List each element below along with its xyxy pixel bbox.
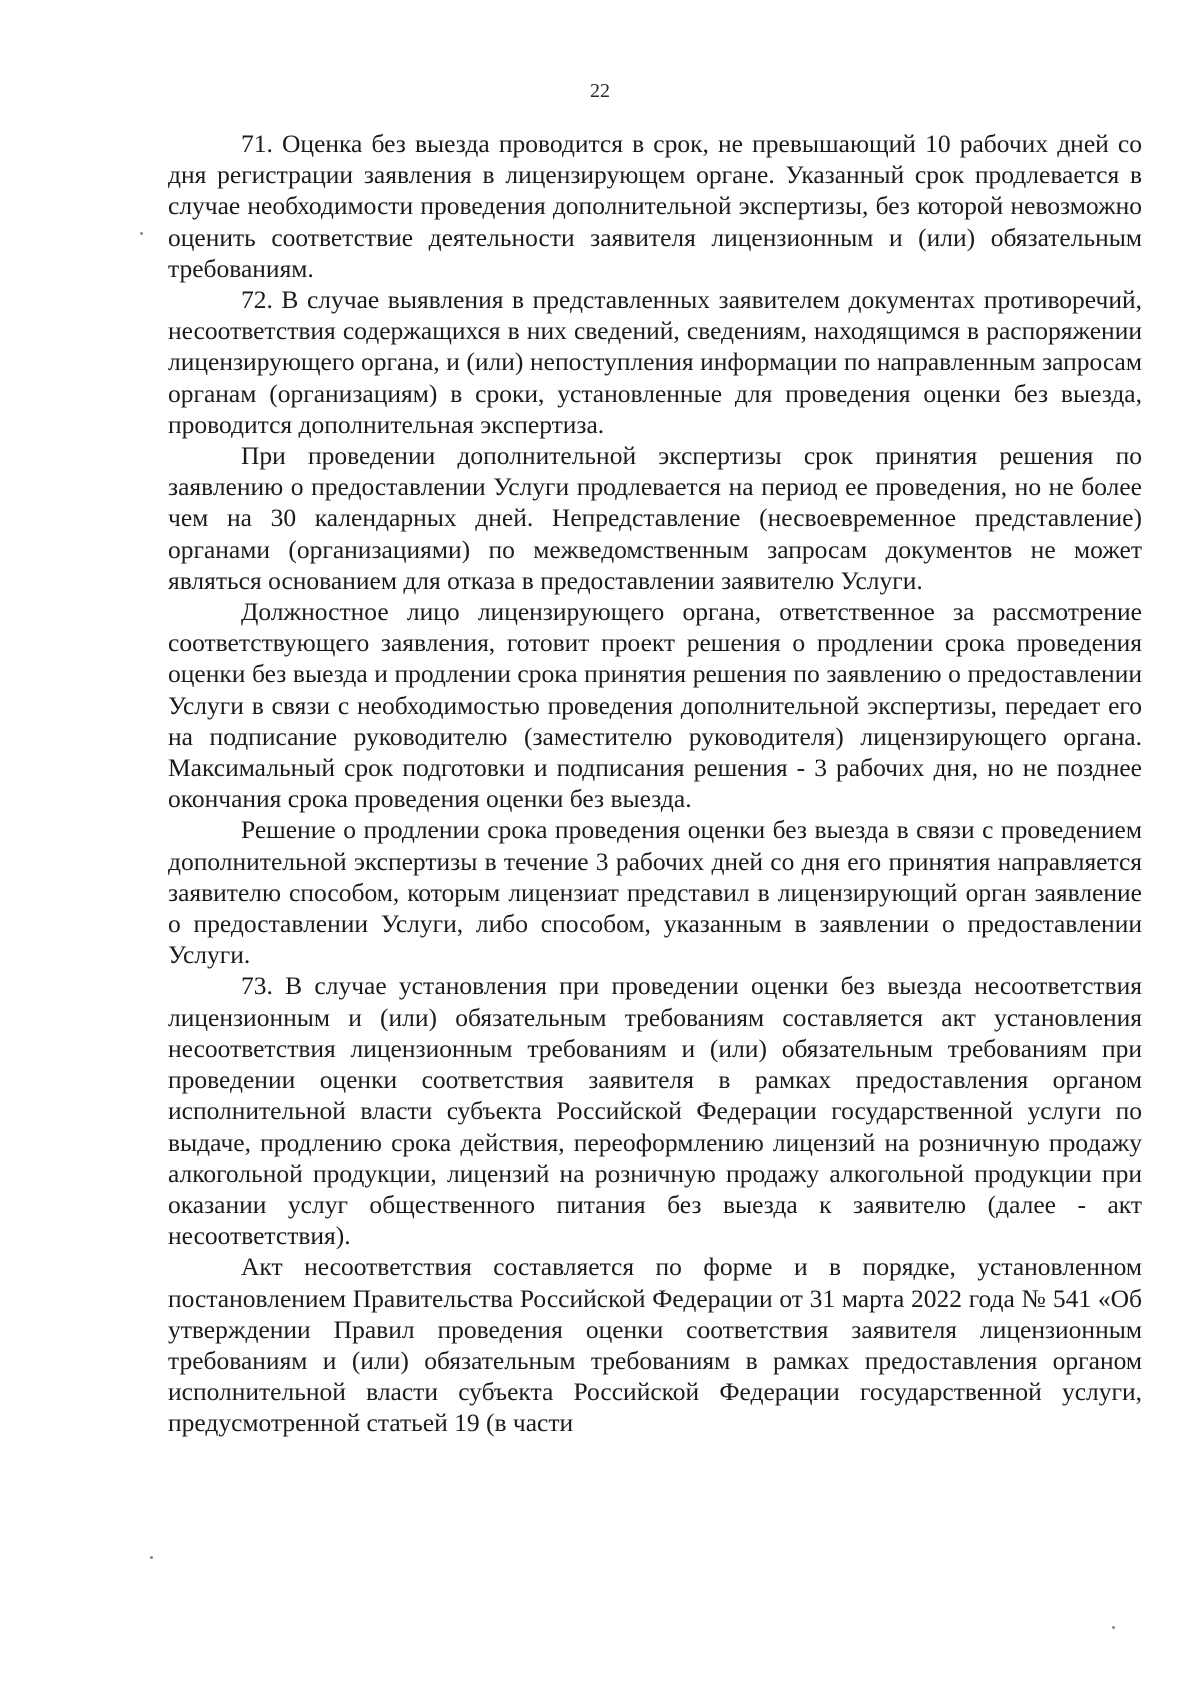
scan-speck xyxy=(150,1556,153,1559)
document-body xyxy=(168,128,1142,1439)
page-number: 22 xyxy=(590,80,610,102)
paragraph-nonconformity-act: Акт несоответствия составляется по форме и в порядке, установленном постановлением Правительства Российской Федерации от 31 марта 2022 года № 541 «Об утверждении Правил проведения оценки соответствия заявителя лицензионным требованиям и (или) обязательным требованиям в рамках предоставления органом исполнительной власти субъекта Российской Федерации государственной услуги, предусмотренной статьей 19 (в части xyxy=(168,1252,1142,1438)
scan-speck xyxy=(140,232,143,235)
paragraph-extension-decision: Решение о продлении срока проведения оценки без выезда в связи с проведением дополнительной экспертизы в течение 3 рабочих дней со дня его принятия направляется заявителю способом, которым лицензиат представил в лицензирующий орган заявление о предоставлении Услуги, либо способом, указанным в заявлении о предоставлении Услуги. xyxy=(168,815,1142,970)
paragraph-73: 73. В случае установления при проведении оценки без выезда несоответствия лицензионным и (или) обязательным требованиям составляется акт установления несоответствия лицензионным требованиям и (или) обязательным требованиям при проведении оценки соответствия заявителя в рамках предоставления органом исполнительной власти субъекта Российской Федерации государственной услуги по выдаче, продлению срока действия, переоформлению лицензий на розничную продажу алкогольной продукции, лицензий на розничную продажу алкогольной продукции при оказании услуг общественного питания без выезда к заявителю (далее - акт несоответствия). xyxy=(168,971,1142,1251)
paragraph-official-responsible: Должностное лицо лицензирующего органа, ответственное за рассмотрение соответствующего заявления, готовит проект решения о продлении срока проведения оценки без выезда и продлении срока принятия решения по заявлению о предоставлении Услуги в связи с необходимостью проведения дополнительной экспертизы, передает его на подписание руководителю (заместителю руководителя) лицензирующего органа. Максимальный срок подготовки и подписания решения - 3 рабочих дня, но не позднее окончания срока проведения оценки без выезда. xyxy=(168,597,1142,814)
paragraph-71: 71. Оценка без выезда проводится в срок, не превышающий 10 рабочих дней со дня регистрации заявления в лицензирующем органе. Указанный срок продлевается в случае необходимости проведения дополнительной экспертизы, без которой невозможно оценить соответствие деятельности заявителя лицензионным и (или) обязательным требованиям. xyxy=(168,129,1142,283)
scan-speck xyxy=(1112,1626,1115,1629)
paragraph-72: 72. В случае выявления в представленных заявителем документах противоречий, несоответствия содержащихся в них сведений, сведениям, находящимся в распоряжении лицензирующего органа, и (или) непоступления информации по направленным запросам органам (организациям) в сроки, установленные для проведения оценки без выезда, проводится дополнительная экспертиза. xyxy=(168,285,1142,439)
paragraph-additional-expertise: При проведении дополнительной экспертизы срок принятия решения по заявлению о предоставлении Услуги продлевается на период ее проведения, но не более чем на 30 календарных дней. Непредставление (несвоевременное представление) органами (организациями) по межведомственным запросам документов не может являться основанием для отказа в предоставлении заявителю Услуги. xyxy=(168,441,1142,595)
